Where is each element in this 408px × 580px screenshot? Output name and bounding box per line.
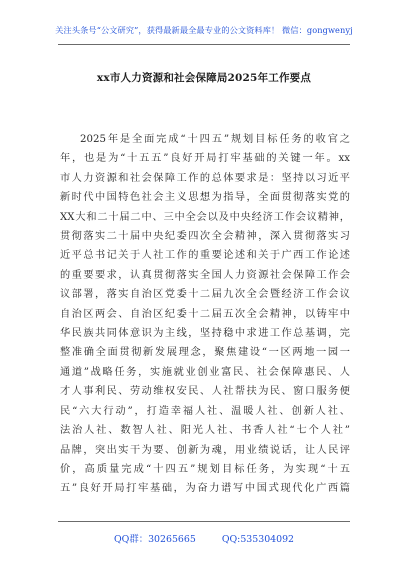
header-promo-note: 关注头条号“公文研究”，获得最新最全最专业的公文资料库！ 微信：gongwenyj [55, 25, 353, 35]
body-line: 自治区两会、自治区纪委十二届五次全会精神，以铸牢中 [60, 308, 350, 320]
body-line: 品牌，突出实干为要、创新为魂，用业绩说话，让人民评 [60, 444, 350, 456]
body-line: 年，也是为“十五五”良好开局打牢基础的关键一年。xx [60, 153, 350, 165]
body-line: 通道”战略任务，实施就业创业富民、社会保障惠民、人 [60, 366, 350, 378]
body-line: 五”良好开局打牢基础，为奋力谱写中国式现代化广西篇 [60, 483, 350, 495]
document-title: xx市人力资源和社会保障局2025年工作要点 [96, 72, 312, 84]
body-line: 华民族共同体意识为主线，坚持稳中求进工作总基调，完 [60, 328, 350, 340]
body-line: 民“六大行动”，打造幸福人社、温暖人社、创新人社、 [60, 405, 350, 417]
document-body [60, 130, 350, 499]
body-line: 市人力资源和社会保障工作的总体要求是：坚持以习近平 [60, 172, 350, 184]
body-line: 的重要要求，认真贯彻落实全国人力资源社会保障工作会 [60, 269, 350, 281]
body-line: 才人事利民、劳动维权安民、人社帮扶为民、窗口服务便 [60, 386, 350, 398]
footer-contact [0, 533, 408, 546]
body-line: XX大和二十届二中、三中全会以及中央经济工作会议精神， [60, 211, 350, 223]
body-line: 价，高质量完成“十四五”规划目标任务，为实现“十五 [60, 463, 350, 475]
footer-qq-group: QQ群：30265665 [113, 534, 196, 545]
body-line: 新时代中国特色社会主义思想为指导，全面贯彻落实党的 [60, 192, 350, 204]
body-line: 近平总书记关于人社工作的重要论述和关于广西工作论述 [60, 250, 350, 262]
header-divider [58, 44, 350, 45]
body-line: 法治人社、数智人社、阳光人社、书香人社“七个人社” [60, 425, 350, 437]
footer-qq-number: QQ:535304092 [221, 534, 295, 545]
body-line: 整准确全面贯彻新发展理念，聚焦建设“一区两地一园一 [60, 347, 350, 359]
body-line: 2025年是全面完成“十四五”规划目标任务的收官之 [80, 134, 350, 145]
body-line: 议部署，落实自治区党委十二届九次全会暨经济工作会议 [60, 289, 350, 301]
body-line: 贯彻落实二十届中央纪委四次全会精神，深入贯彻落实习 [60, 231, 350, 243]
footer-divider [58, 521, 350, 522]
